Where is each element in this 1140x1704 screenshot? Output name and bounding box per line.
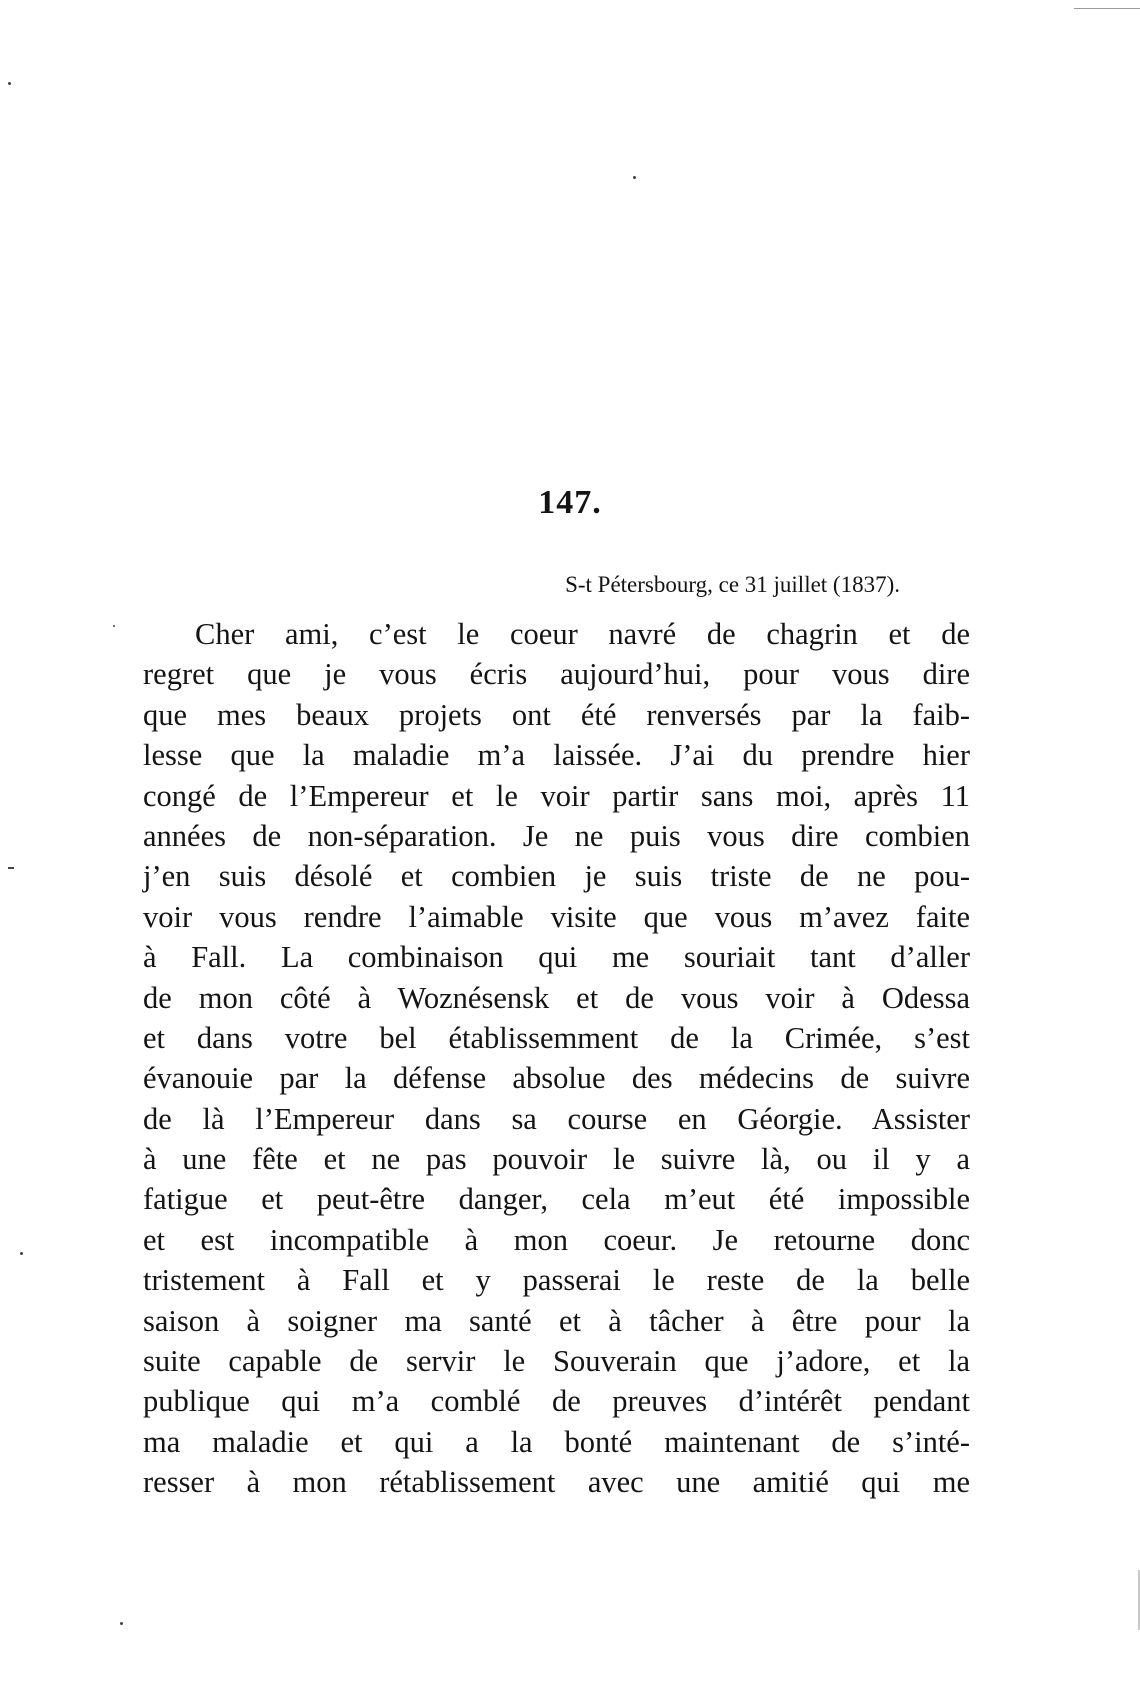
text-line: publique qui m’a comblé de preuves d’intérêt pendant [143,1384,970,1419]
text-line: fatigue et peut-être danger, cela m’eut été impossible [143,1182,970,1217]
text-line: ma maladie et qui a la bonté maintenant de s’inté- [143,1424,970,1459]
scan-speck [8,867,14,869]
scan-speck [633,176,636,179]
scan-speck [20,1252,23,1255]
text-line: saison à soigner ma santé et à tâcher à être pour la [143,1303,970,1338]
text-line: et dans votre bel établissemment de la Crimée, s’est [143,1020,970,1055]
text-line: et est incompatible à mon coeur. Je retourne donc [143,1222,970,1257]
text-line: évanouie par la défense absolue des médecins de suivre [143,1061,970,1096]
text-line: congé de l’Empereur et le voir partir sans moi, après 11 [143,778,970,813]
text-line: Cher ami, c’est le coeur navré de chagrin et de [195,617,970,651]
letter-dateline: S-t Pétersbourg, ce 31 juillet (1837). [565,572,900,597]
scan-border-line [1074,8,1140,9]
text-line: resser à mon rétablissement avec une amitié qui me [143,1465,970,1500]
text-line: lesse que la maladie m’a laissée. J’ai du prendre hier [143,738,970,773]
text-line: voir vous rendre l’aimable visite que vous m’avez faite [143,899,970,934]
letter-body [143,614,970,1503]
scan-speck [113,625,115,627]
text-line: tristement à Fall et y passerai le reste de la belle [143,1263,970,1298]
text-line: j’en suis désolé et combien je suis triste de ne pou- [143,859,970,894]
text-line: de mon côté à Woznésensk et de vous voir à Odessa [143,980,970,1015]
text-line: à une fête et ne pas pouvoir le suivre là, ou il y a [143,1142,970,1177]
scan-speck [120,1622,123,1625]
text-line: que mes beaux projets ont été renversés par la faib- [143,697,970,732]
scan-speck [8,82,11,85]
text-line: à Fall. La combinaison qui me souriait tant d’aller [143,940,970,975]
text-line: de là l’Empereur dans sa course en Géorgie. Assister [143,1101,970,1136]
letter-number: 147. [538,484,602,521]
text-line: années de non-séparation. Je ne puis vous dire combien [143,818,970,853]
text-line: regret que je vous écris aujourd’hui, pour vous dire [143,657,970,692]
text-line: suite capable de servir le Souverain que j’adore, et la [143,1344,970,1379]
